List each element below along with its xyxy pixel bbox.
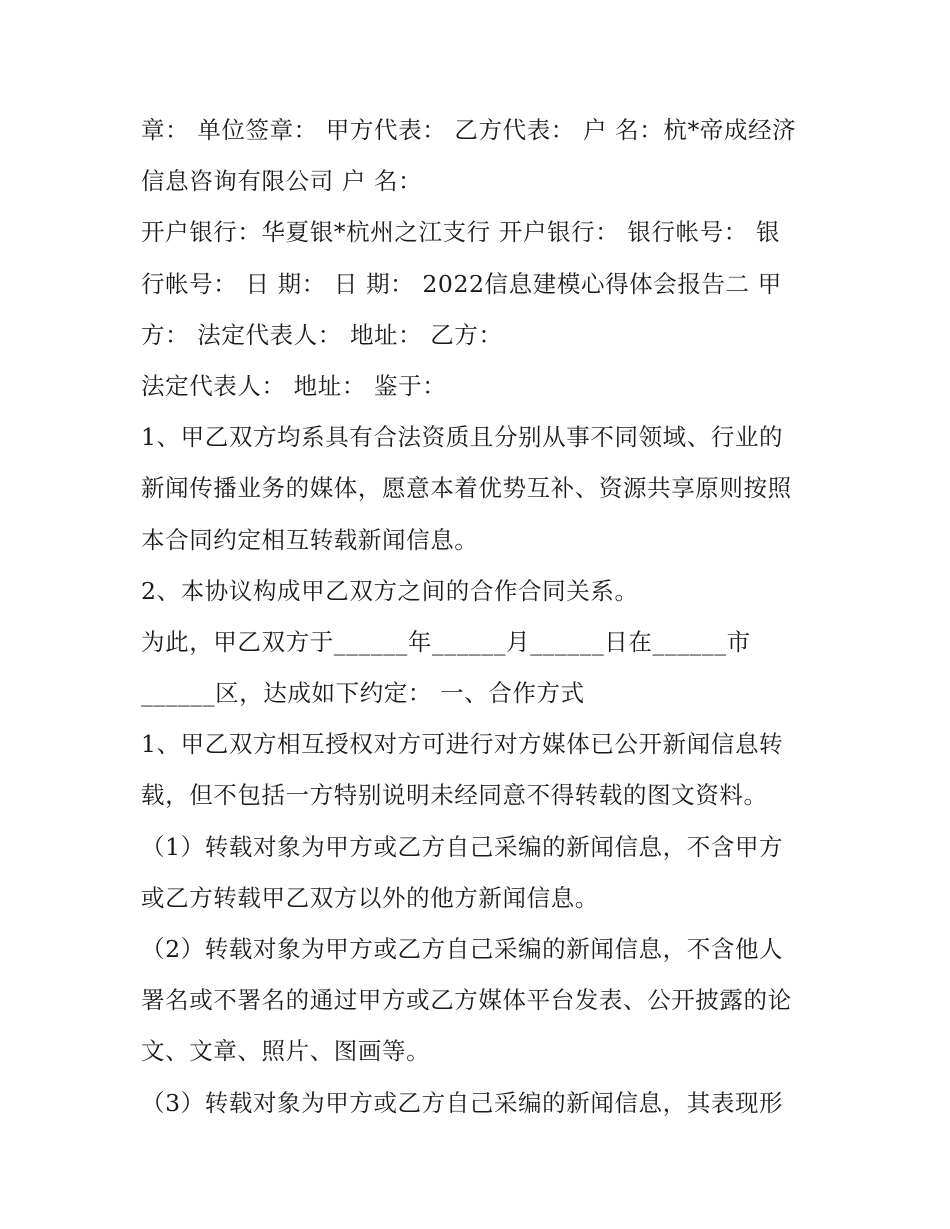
text-line: 1、甲乙双方相互授权对方可进行对方媒体已公开新闻信息转 — [141, 730, 784, 759]
text-line: 方： 法定代表人： 地址： 乙方： — [141, 320, 503, 349]
text-line: 为此，甲乙双方于______年______月______日在______市 — [141, 627, 751, 656]
text-line: 本合同约定相互转载新闻信息。 — [141, 525, 479, 554]
text-line: 或乙方转载甲乙双方以外的他方新闻信息。 — [141, 883, 599, 912]
text-line: ______区，达成如下约定： 一、合作方式 — [141, 679, 585, 708]
document-body — [141, 105, 821, 1129]
text-line: 法定代表人： 地址： 鉴于： — [141, 371, 447, 400]
text-line: （3）转载对象为甲方或乙方自己采编的新闻信息，其表现形 — [141, 1088, 784, 1117]
text-line: 载，但不包括一方特别说明未经同意不得转载的图文资料。 — [141, 781, 768, 810]
text-line: 开户银行：华夏银*杭州之江支行 开户银行： 银行帐号： 银 — [141, 218, 781, 247]
text-line: 章： 单位签章： 甲方代表： 乙方代表： 户 名：杭*帝成经济 — [141, 116, 797, 144]
text-line: 2、本协议构成甲乙双方之间的合作合同关系。 — [141, 576, 639, 605]
text-line: 文、文章、照片、图画等。 — [141, 1037, 431, 1066]
text-line: 信息咨询有限公司 户 名： — [141, 167, 423, 196]
text-line: 1、甲乙双方均系具有合法资质且分别从事不同领域、行业的 — [141, 423, 784, 452]
text-line: （2）转载对象为甲方或乙方自己采编的新闻信息，不含他人 — [141, 935, 784, 963]
text-line: （1）转载对象为甲方或乙方自己采编的新闻信息，不含甲方 — [141, 832, 784, 861]
text-line: 署名或不署名的通过甲方或乙方媒体平台发表、公开披露的论 — [141, 986, 792, 1015]
text-line: 行帐号： 日 期： 日 期： 2022信息建模心得体会报告二 甲 — [141, 269, 782, 298]
text-line: 新闻传播业务的媒体，愿意本着优势互补、资源共享原则按照 — [141, 474, 792, 503]
